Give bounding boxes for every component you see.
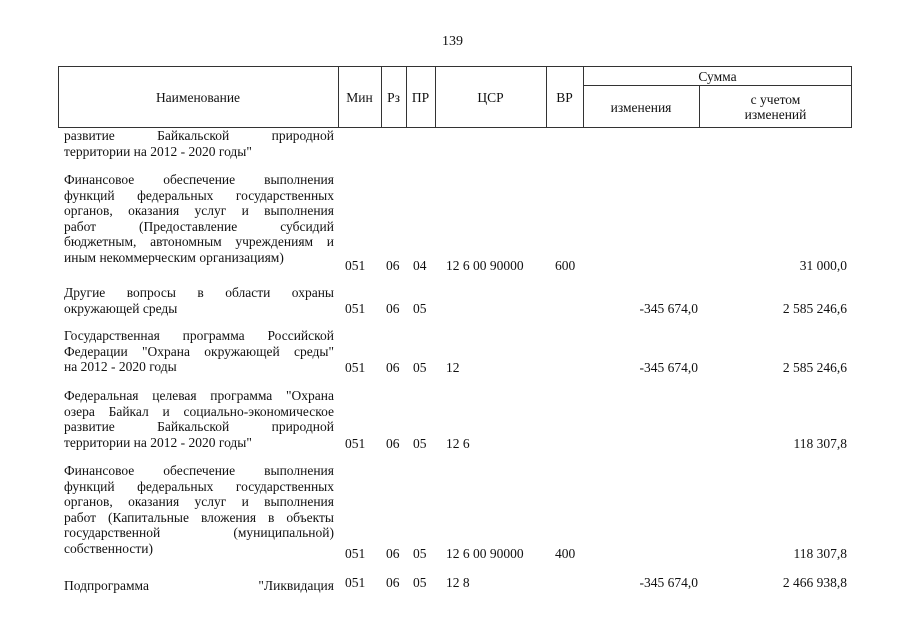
row-csr: 12 8	[446, 575, 470, 590]
row-change: -345 674,0	[639, 575, 698, 590]
row-name	[64, 463, 334, 556]
row-name	[64, 328, 334, 375]
row-name-line: Финансовое обеспечение выполнения	[64, 463, 334, 478]
row-name	[64, 578, 334, 594]
row-name-line: органов, оказания услуг и выполнения	[64, 494, 334, 509]
row-pr: 05	[413, 575, 427, 590]
header-with-change-line1: с учетом	[750, 92, 801, 107]
header-vr: ВР	[556, 90, 573, 105]
row-name-line: государственной (муниципальной)	[64, 525, 334, 540]
row-total: 2 585 246,6	[782, 360, 847, 375]
row-total: 118 307,8	[793, 546, 847, 561]
row-name-line: собственности)	[64, 540, 153, 556]
header-rz: Рз	[387, 90, 400, 105]
row-name-line: окружающей среды	[64, 300, 178, 316]
row-name-line: озера Байкал и социально-экономическое	[64, 403, 334, 419]
row-total: 2 585 246,6	[782, 301, 847, 316]
row-csr: 12 6	[446, 436, 470, 451]
row-min: 051	[345, 360, 366, 375]
row-csr: 12 6 00 90000	[446, 546, 524, 561]
row-rz: 06	[386, 546, 400, 561]
row-min: 051	[345, 258, 366, 273]
row-name	[64, 172, 334, 265]
row-total: 2 466 938,8	[782, 575, 847, 590]
row-name-line: органов, оказания услуг и выполнения	[64, 203, 334, 218]
row-rz: 06	[386, 360, 400, 375]
row-name	[64, 285, 334, 316]
header-csr: ЦСР	[477, 90, 504, 105]
row-name-line: развитие Байкальской природной	[64, 128, 334, 143]
row-total: 118 307,8	[793, 436, 847, 451]
row-name-line: развитие Байкальской природной	[64, 419, 334, 434]
row-rz: 06	[386, 301, 400, 316]
row-name	[64, 388, 334, 450]
row-pr: 05	[413, 436, 427, 451]
table-header	[58, 66, 852, 128]
header-pr: ПР	[411, 90, 430, 105]
row-name-line: Государственная программа Российской	[64, 328, 334, 343]
row-name-line: Финансовое обеспечение выполнения	[64, 172, 334, 187]
row-vr: 600	[555, 258, 576, 273]
row-pr: 05	[413, 301, 427, 316]
row-min: 051	[345, 436, 366, 451]
row-vr: 400	[555, 546, 576, 561]
row-name-line: функций федеральных государственных	[64, 478, 334, 494]
row-name-line: Федеральная целевая программа "Охрана	[64, 388, 334, 403]
row-name-line: территории на 2012 - 2020 годы"	[64, 434, 252, 450]
row-min: 051	[345, 546, 366, 561]
header-border-top	[58, 66, 852, 67]
row-name-line: работ (Капитальные вложения в объекты	[64, 509, 334, 525]
header-sum-divider	[583, 85, 852, 86]
row-name-line: территории на 2012 - 2020 годы"	[64, 143, 252, 159]
row-name-line: Федерации "Охрана окружающей среды"	[64, 343, 334, 359]
row-pr: 04	[413, 258, 427, 273]
row-rz: 06	[386, 258, 400, 273]
header-change: изменения	[610, 100, 672, 115]
row-name-line: Другие вопросы в области охраны	[64, 285, 334, 300]
row-name-line: на 2012 - 2020 годы	[64, 359, 177, 374]
row-change: -345 674,0	[639, 360, 698, 375]
page-number: 139	[442, 34, 463, 49]
row-csr: 12	[446, 360, 460, 375]
row-csr: 12 6 00 90000	[446, 258, 524, 273]
row-rz: 06	[386, 436, 400, 451]
row-rz: 06	[386, 575, 400, 590]
row-name-line: бюджетным, автономным учреждениям и	[64, 234, 334, 249]
row-change: -345 674,0	[639, 301, 698, 316]
header-sum: Сумма	[698, 69, 737, 84]
row-name	[64, 128, 334, 159]
header-min: Мин	[346, 90, 373, 105]
row-total: 31 000,0	[799, 258, 847, 273]
row-pr: 05	[413, 360, 427, 375]
row-min: 051	[345, 301, 366, 316]
row-name-line: иным некоммерческим организациям)	[64, 249, 284, 265]
header-name: Наименование	[155, 90, 241, 105]
row-name-line: работ (Предоставление субсидий	[64, 218, 334, 234]
row-min: 051	[345, 575, 366, 590]
row-pr: 05	[413, 546, 427, 561]
row-name-line: Подпрограмма "Ликвидация	[64, 578, 334, 593]
header-with-change-line2: изменений	[744, 107, 807, 122]
row-name-line: функций федеральных государственных	[64, 187, 334, 203]
